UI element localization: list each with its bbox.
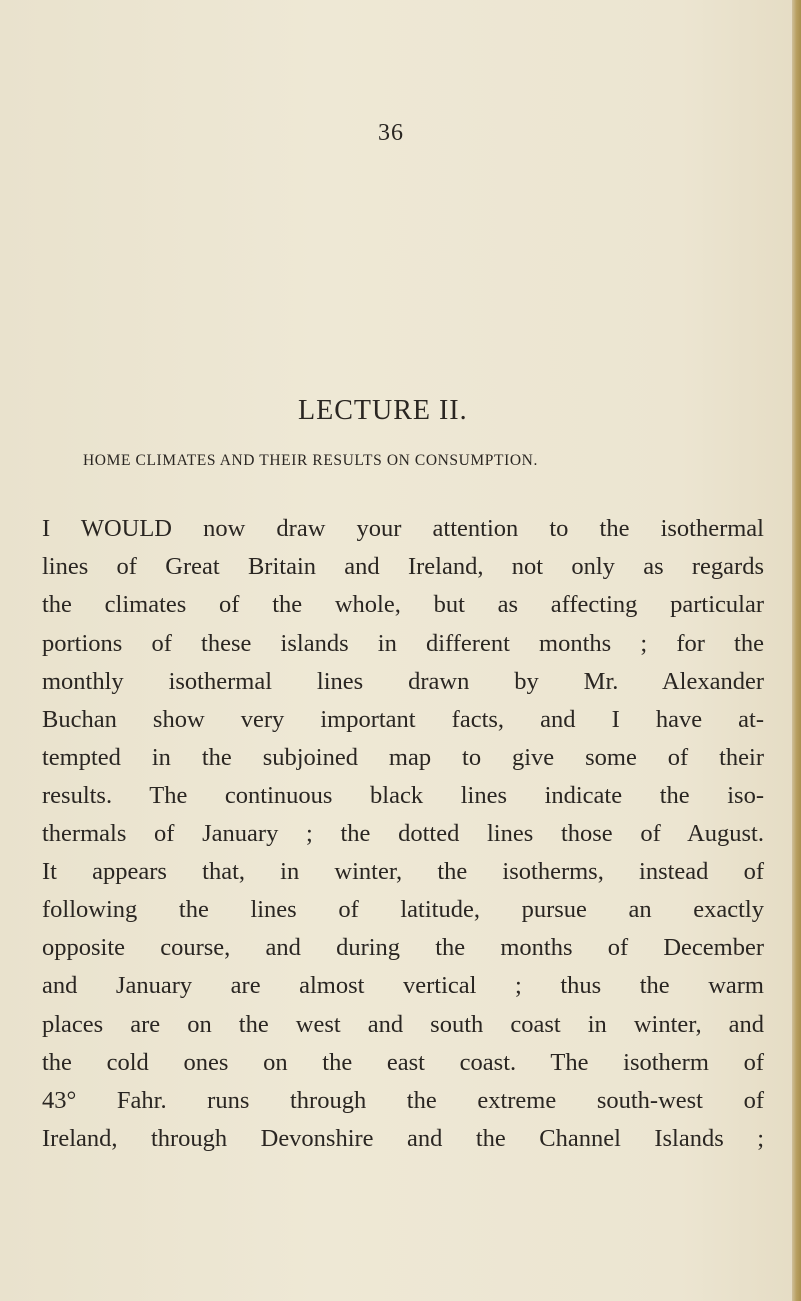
text-line: thermals of January ; the dotted lines those of August. bbox=[42, 820, 764, 847]
text-line: places are on the west and south coast in winter, and bbox=[42, 1011, 764, 1038]
text-line: It appears that, in winter, the isotherms, instead of bbox=[42, 858, 764, 885]
text-line: Ireland, through Devonshire and the Channel Islands ; bbox=[42, 1125, 764, 1152]
text-line: tempted in the subjoined map to give some of their bbox=[42, 744, 764, 771]
page-number: 36 bbox=[378, 120, 404, 146]
text-line: following the lines of latitude, pursue an exactly bbox=[42, 896, 764, 923]
lecture-title: LECTURE II. bbox=[298, 395, 468, 426]
text-line: results. The continuous black lines indicate the iso- bbox=[42, 782, 764, 809]
text-line: I WOULD now draw your attention to the isothermal bbox=[42, 515, 764, 542]
text-line: Buchan show very important facts, and I have at- bbox=[42, 706, 764, 733]
text-line: the climates of the whole, but as affecting particular bbox=[42, 591, 764, 618]
text-line: monthly isothermal lines drawn by Mr. Alexander bbox=[42, 668, 764, 695]
text-line: lines of Great Britain and Ireland, not only as regards bbox=[42, 553, 764, 580]
page-edge bbox=[792, 0, 801, 1301]
text-line: opposite course, and during the months of December bbox=[42, 934, 764, 961]
lecture-subtitle: HOME CLIMATES AND THEIR RESULTS ON CONSUMPTION. bbox=[83, 452, 538, 469]
text-line: 43° Fahr. runs through the extreme south-west of bbox=[42, 1087, 764, 1114]
text-line: portions of these islands in different months ; for the bbox=[42, 630, 764, 657]
text-line: the cold ones on the east coast. The isotherm of bbox=[42, 1049, 764, 1076]
text-line: and January are almost vertical ; thus the warm bbox=[42, 972, 764, 999]
